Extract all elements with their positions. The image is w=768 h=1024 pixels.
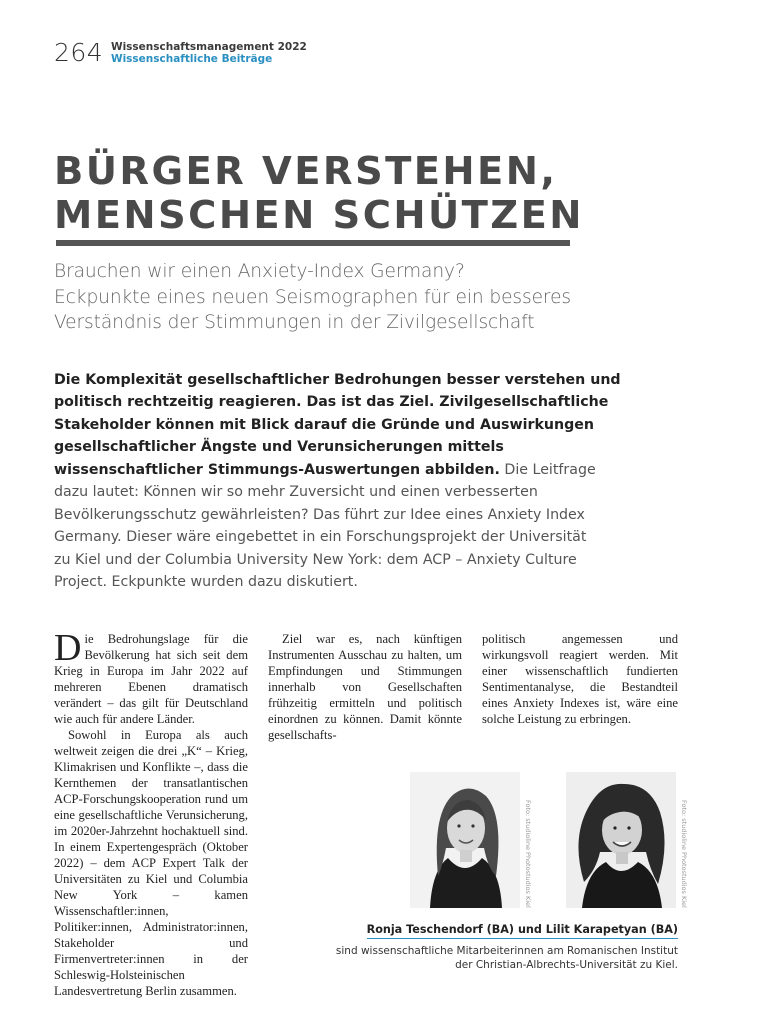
title-divider bbox=[56, 240, 570, 246]
article-title bbox=[54, 150, 614, 238]
body-paragraph: Die Bedrohungslage für die Bevölkerung hat sich seit dem Krieg in Europa im Jahr 2022 auf mehreren Ebenen dramatisch verändert – das gilt für Deutschland wie auch für andere Länder. bbox=[54, 627, 248, 726]
photo-credit: Foto: studioline Photostudios Kiel bbox=[524, 800, 532, 908]
lead-line: Bevölkerungsschutz gewährleisten? Das führt zur Idee eines Anxiety Index bbox=[54, 507, 585, 523]
author-photo bbox=[566, 772, 676, 908]
author-photo bbox=[410, 772, 520, 908]
body-column-2 bbox=[268, 631, 462, 743]
author-bio-line: sind wissenschaftliche Mitarbeiterinnen am Romanischen Institut bbox=[335, 945, 678, 957]
section-title: Wissenschaftliche Beiträge bbox=[111, 53, 273, 65]
lead-line: Project. Eckpunkte wurden dazu diskutiert. bbox=[54, 574, 358, 590]
lead-line: politisch rechtzeitig reagieren. Das ist das Ziel. Zivilgesellschaftliche bbox=[54, 394, 609, 410]
title-line: MENSCHEN SCHÜTZEN bbox=[54, 193, 584, 238]
body-paragraph: politisch angemessen und wirkungsvoll reagiert werden. Mit einer wissenschaftlich fundierten Sentimentanalyse, die Bestandteil eines Anxiety Indexes ist, wäre eine solche Leistung zu erbringen. bbox=[482, 632, 678, 726]
lead-line: Stakeholder können mit Blick darauf die Gründe und Auswirkungen bbox=[54, 417, 594, 433]
lead-line: wissenschaftlicher Stimmungs-Auswertungen abbilden. Die Leitfrage bbox=[54, 462, 596, 478]
lead-line: Germany. Dieser wäre eingebettet in ein Forschungsprojekt der Universität bbox=[54, 529, 587, 545]
title-line: BÜRGER VERSTEHEN, bbox=[54, 149, 558, 194]
author-bio-line: der Christian-Albrechts-Universität zu Kiel. bbox=[455, 959, 678, 971]
body-paragraph: Sowohl in Europa als auch weltweit zeigen die drei „K“ – Krieg, Klimakrisen und Konflikte –, dass die Kernthemen der transatlantischen ACP-Forschungskooperation rund um eine gesellschaftliche Verunsicherung, im 2020er-Jahrzehnt hochaktuell sind. In einem Expertengespräch (Oktober 2022) – dem ACP Expert Talk der Universitäten zu Kiel und Columbia New York – kamen Wissenschaftler:innen, Politiker:innen, Administrator:innen, Stakeholder und Firmenvertreter:innen in der Schleswig-Holsteinischen Landesvertretung Berlin zusammen. bbox=[54, 728, 248, 998]
lead-line: gesellschaftlicher Ängste und Verunsicherungen mittels bbox=[54, 439, 504, 455]
drop-cap: D bbox=[54, 627, 82, 669]
body-paragraph: Ziel war es, nach künftigen Instrumenten Ausschau zu halten, um Empfindungen und Stimmungen innerhalb von Gesellschaften frühzeitig ermitteln und politisch einordnen zu können. Damit könnte gesellschafts- bbox=[268, 632, 462, 742]
subtitle-line: Brauchen wir einen Anxiety-Index Germany? bbox=[54, 261, 465, 282]
lead-line: zu Kiel und der Columbia University New York: dem ACP – Anxiety Culture bbox=[54, 552, 577, 568]
body-column-1 bbox=[54, 627, 248, 999]
page-number: 264 bbox=[54, 38, 104, 67]
subtitle-line: Verständnis der Stimmungen in der Zivilgesellschaft bbox=[54, 312, 535, 333]
photo-credit: Foto: studioline Photostudios Kiel bbox=[680, 800, 688, 908]
lead-line: Die Komplexität gesellschaftlicher Bedrohungen besser verstehen und bbox=[54, 372, 621, 388]
lead-line: dazu lautet: Können wir so mehr Zuversicht und einen verbesserten bbox=[54, 484, 538, 500]
subtitle-line: Eckpunkte eines neuen Seismographen für ein besseres bbox=[54, 287, 571, 308]
body-column-3 bbox=[482, 631, 678, 727]
publication-title: Wissenschaftsmanagement 2022 bbox=[111, 41, 307, 53]
author-names: Ronja Teschendorf (BA) und Lilit Karapetyan (BA) bbox=[367, 923, 678, 939]
